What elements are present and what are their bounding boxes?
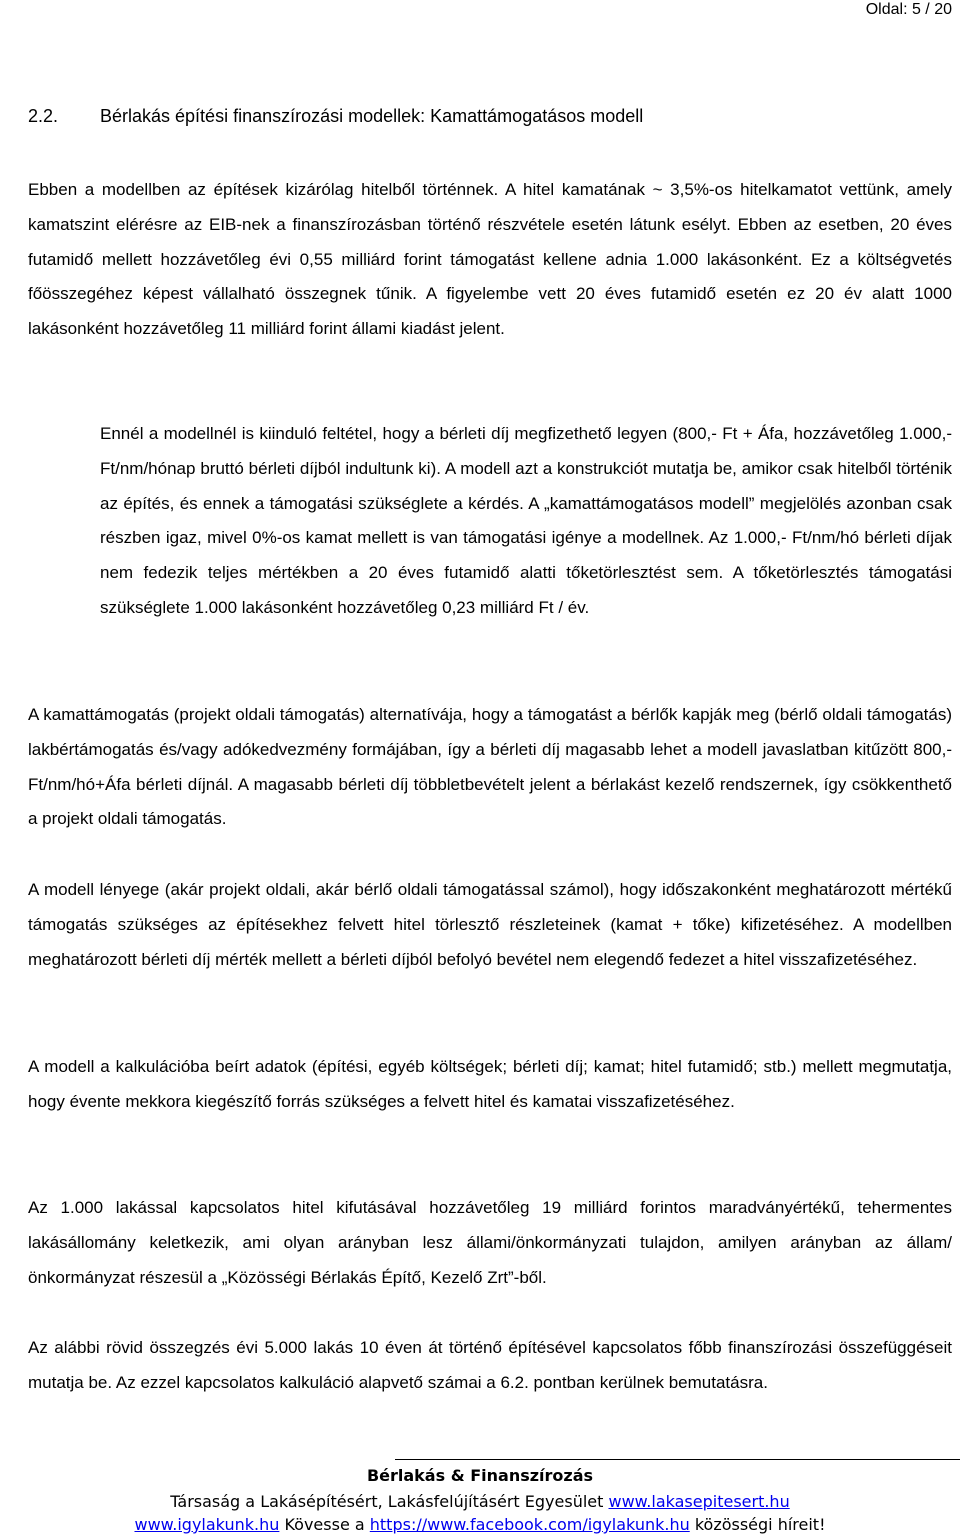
footer-links-line bbox=[0, 1515, 960, 1534]
paragraph-2: Ennél a modellnél is kiinduló feltétel, hogy a bérleti díj megfizethető legyen (800,- Ft + Áfa, hozzávetőleg 1.000,- Ft/nm/hónap bruttó bérleti díjból indultunk ki). A modell azt a konstrukciót mutatja be, amikor csak hitelből történik az építés, és ennek a támogatási szükséglete a kérdés. A „kamattámogatásos modell” megjelölés azonban csak részben igaz, mivel 0%-os kamat mellett is van támogatási igénye a modellnek. Az 1.000,- Ft/nm/hó bérleti díjak nem fedezik teljes mértékben a 20 éves futamidő alatti tőketörlesztést sem. A tőketörlesztés támogatási szükséglete 1.000 lakásonként hozzávetőleg 0,23 milliárd Ft / év. bbox=[100, 424, 952, 617]
section-title: Bérlakás építési finanszírozási modellek: Kamattámogatásos modell bbox=[100, 106, 644, 126]
paragraph-4: A modell lényege (akár projekt oldali, akár bérlő oldali támogatással számol), hogy időszakonként meghatározott mértékű támogatás szükséges az építésekhez felvett hitel törlesztő részleteinek (kamat + tőke) kifizetéséhez. A modellben meghatározott bérleti díj mérték mellett a bérleti díjból befolyó bevétel nem elegendő fedezet a hitel visszafizetéséhez. bbox=[28, 880, 952, 969]
footer-org-line bbox=[0, 1492, 960, 1511]
paragraph-1: Ebben a modellben az építések kizárólag hitelből történnek. A hitel kamatának ~ 3,5%-os hitelkamatot vettünk, amely kamatszint elérésre az EIB-nek a finanszírozásban történő részvétele esetén látunk esélyt. Ebben az esetben, 20 éves futamidő mellett hozzávetőleg évi 0,55 milliárd forint támogatást kellene adnia 1.000 lakásonként. Ez a költségvetés főösszegéhez képest vállalható összegnek tűnik. A figyelembe vett 20 éves futamidő esetén ez 20 év alatt 1000 lakásonként hozzávetőleg 11 milliárd forint állami kiadást jelent. bbox=[28, 180, 952, 339]
footer-org: Társaság a Lakásépítésért, Lakásfelújításért Egyesület bbox=[170, 1492, 604, 1511]
page-number: Oldal: 5 / 20 bbox=[865, 1, 952, 18]
footer-site-link[interactable]: www.igylakunk.hu bbox=[134, 1515, 280, 1534]
section-number: 2.2. bbox=[28, 106, 59, 126]
paragraph-5: A modell a kalkulációba beírt adatok (építési, egyéb költségek; bérleti díj; kamat; hitel futamidő; stb.) mellett megmutatja, hogy évente mekkora kiegészítő forrás szükséges a felvett hitel és kamatai visszafizetéséhez. bbox=[28, 1057, 952, 1111]
footer-divider bbox=[395, 1459, 960, 1460]
paragraph-7: Az alábbi rövid összegzés évi 5.000 lakás 10 éven át történő építésével kapcsolatos főbb finanszírozási összefüggéseit mutatja be. Az ezzel kapcsolatos kalkuláció alapvető számai a 6.2. pontban kerülnek bemutatásra. bbox=[28, 1338, 952, 1392]
footer-follow-text: Kövesse a bbox=[284, 1515, 365, 1534]
footer-news-text: közösségi híreit! bbox=[694, 1515, 826, 1534]
footer-org-link[interactable]: www.lakasepitesert.hu bbox=[608, 1492, 790, 1511]
footer-title: Bérlakás & Finanszírozás bbox=[366, 1466, 594, 1485]
footer-facebook-link[interactable]: https://www.facebook.com/igylakunk.hu bbox=[369, 1515, 690, 1534]
paragraph-6: Az 1.000 lakással kapcsolatos hitel kifutásával hozzávetőleg 19 milliárd forintos maradványértékű, tehermentes lakásállomány keletkezik, ami olyan arányban lesz állami/önkormányzati tulajdon, amilyen arányban az állam/önkormányzat részesül a „Közösségi Bérlakás Építő, Kezelő Zrt”-ből. bbox=[28, 1198, 952, 1287]
section-heading bbox=[28, 104, 643, 128]
paragraph-3: A kamattámogatás (projekt oldali támogatás) alternatívája, hogy a támogatást a bérlők kapják meg (bérlő oldali támogatás) lakbértámogatás és/vagy adókedvezmény formájában, így a bérleti díj magasabb lehet a modell javaslatban kitűzött 800,- Ft/nm/hó+Áfa bérleti díjnál. A magasabb bérleti díj többletbevételt jelent a bérlakást kezelő rendszernek, így csökkenthető a projekt oldali támogatás. bbox=[28, 705, 952, 829]
